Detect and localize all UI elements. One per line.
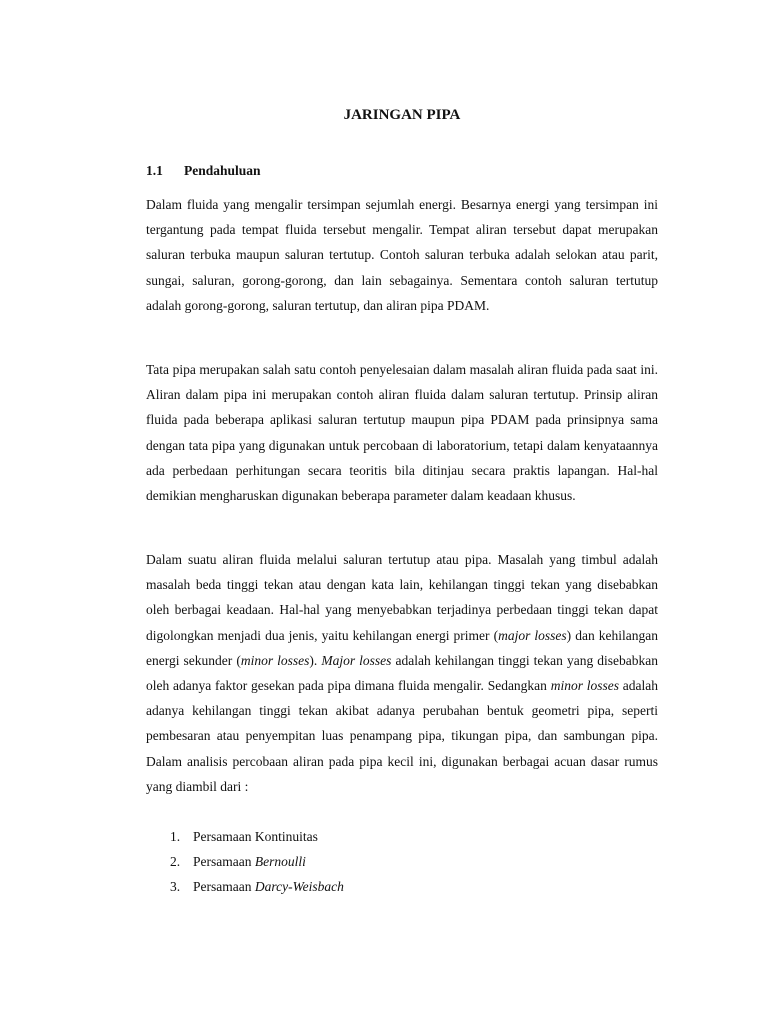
list-item-italic: Bernoulli (254, 854, 306, 870)
paragraph-2: Tata pipa merupakan salah satu contoh penyelesaian dalam masalah aliran fluida pada saat ini. Aliran dalam pipa ini merupakan contoh aliran fluida dalam saluran tertutup. Prinsip aliran fluida pada beberapa aplikasi saluran tertutup maupun pipa PDAM pada prinsipnya sama dengan tata pipa yang digunakan untuk percobaan di laboratorium, tetapi dalam kenyataannya ada perbedaan perhitungan secara teoritis bila ditinjau secara praktis lapangan. Hal-hal demikian mengharuskan digunakan beberapa parameter dalam keadaan khusus. (146, 362, 658, 504)
paragraph-1: Dalam fluida yang mengalir tersimpan sejumlah energi. Besarnya energi yang tersimpan ini tergantung pada tempat fluida tersebut mengalir. Tempat aliran tersebut dapat merupakan saluran terbuka maupun saluran tertutup. Contoh saluran terbuka adalah selokan atau parit, sungai, saluran, gorong-gorong, dan lain sebagainya. Sementara contoh saluran tertutup adalah gorong-gorong, saluran tertutup, dan aliran pipa PDAM. (146, 197, 658, 313)
section-title: Pendahuluan (184, 163, 261, 178)
list-item-italic: Darcy-Weisbach (254, 879, 344, 895)
list-item (146, 824, 344, 849)
paragraph-3-text: ). (309, 652, 322, 668)
equation-list (146, 824, 344, 900)
term-minor-losses: minor losses (240, 652, 310, 668)
list-marker: 1. (170, 829, 181, 844)
paragraph-3-text: Dalam suatu aliran fluida melalui saluran tertutup atau pipa. Masalah yang timbul adalah masalah beda tinggi tekan atau dengan kata lain, kehilangan tinggi tekan yang disebabkan oleh berbagai keadaan. Hal-hal yang menyebabkan terjadinya perbedaan tinggi tekan dapat digolongkan menjadi dua jenis, yaitu kehilangan energi primer ( (146, 552, 658, 643)
term-major-losses: major losses (498, 627, 567, 643)
term-minor-losses: minor losses (550, 678, 619, 694)
list-marker: 2. (170, 854, 181, 870)
paragraph-3-text: adalah kehilangan tinggi tekan yang disebabkan oleh adanya faktor gesekan pada pipa dimana fluida mengalir. Sedangkan (146, 652, 658, 694)
list-item (146, 874, 344, 899)
document-title: JARINGAN PIPA (343, 107, 461, 123)
section-heading (146, 161, 261, 181)
list-item (146, 849, 344, 874)
paragraph-3-text: ) dan kehilangan energi sekunder ( (146, 627, 659, 668)
paragraph-3 (146, 547, 658, 799)
paragraph-3-text: adalah adanya kehilangan tinggi tekan akibat adanya perubahan bentuk geometri pipa, seperti pembesaran atau penyempitan luas penampang pipa, tikungan pipa, dan sambungan pipa. Dalam analisis percobaan aliran pada pipa kecil ini, digunakan berbagai acuan dasar rumus yang diambil dari : (146, 678, 658, 794)
list-marker: 3. (170, 879, 181, 895)
list-item-text: Persamaan Kontinuitas (193, 829, 318, 844)
section-number: 1.1 (146, 163, 163, 178)
term-major-losses: Major losses (321, 652, 392, 668)
list-item-text: Persamaan (193, 854, 255, 870)
list-item-text: Persamaan (193, 879, 255, 895)
